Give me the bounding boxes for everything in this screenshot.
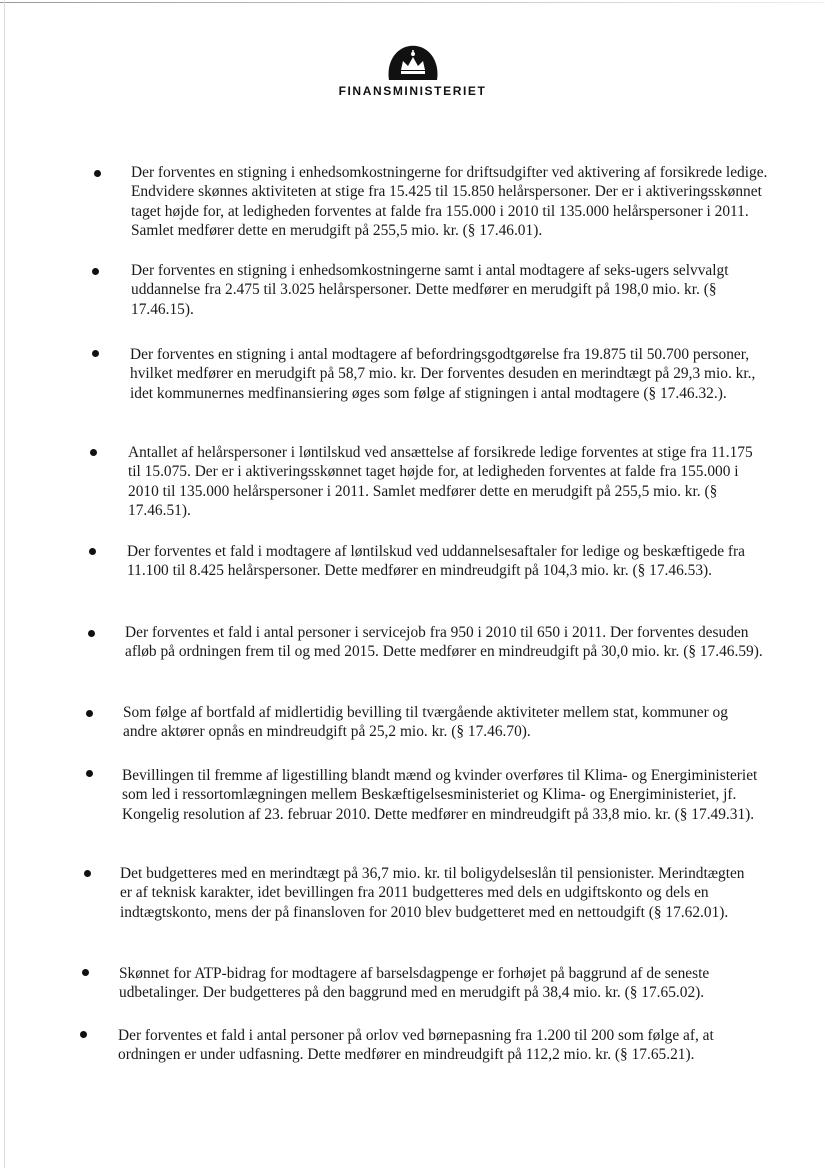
bullet-icon (86, 710, 93, 717)
bullet-icon (84, 870, 91, 877)
list-item-text: Som følge af bortfald af midlertidig bevilling til tværgående aktiviteter mellem stat, kommuner og andre aktører opnås en mindreudgift på 25,2 mio. kr. (§ 17.46.70). (123, 704, 728, 741)
ministry-name: FINANSMINISTERIET (338, 84, 487, 98)
bullet-icon (92, 268, 99, 275)
bullet-icon (89, 548, 96, 555)
list-item (122, 766, 762, 824)
list-item (131, 261, 771, 319)
bullet-icon (88, 630, 95, 637)
list-item (130, 345, 770, 403)
list-item (118, 1026, 758, 1065)
bullet-icon (90, 449, 97, 456)
list-item (128, 443, 768, 520)
list-item-text: Der forventes en stigning i enhedsomkostningerne for driftsudgifter ved aktivering af forsikrede ledige. Endvidere skønnes aktiviteten at stige fra 15.425 til 15.850 helårspersoner. Der er i aktiveringsskønnet taget højde for, at ledigheden forventes at falde fra 155.000 i 2010 til 135.000 helårspersoner i 2011. Samlet medfører dette en merudgift på 255,5 mio. kr. (§ 17.46.01). (131, 164, 768, 239)
list-item-text: Skønnet for ATP-bidrag for modtagere af barselsdagpenge er forhøjet på baggrund af de seneste udbetalinger. Der budgetteres på den baggrund med en merudgift på 38,4 mio. kr. (§ 17.65.02). (119, 965, 710, 1002)
list-item-text: Der forventes et fald i antal personer i servicejob fra 950 i 2010 til 650 i 2011. Der forventes desuden afløb på ordningen frem til og med 2015. Dette medfører en mindreudgift på 30,0 mio. kr. (§ 17.46.59). (125, 624, 763, 661)
bullet-icon (94, 170, 101, 177)
list-item-text: Der forventes en stigning i enhedsomkostningerne samt i antal modtagere af seks-ugers selvvalgt uddannelse fra 2.475 til 3.025 helårspersoner. Dette medfører en merudgift på 198,0 mio. kr. (§ 17.46.15). (131, 262, 729, 318)
list-item (131, 163, 771, 240)
list-item-text: Det budgetteres med en merindtægt på 36,7 mio. kr. til boligydelseslån til pensionister. Merindtægten er af teknisk karakter, idet bevillingen fra 2011 budgetteres med dels en udgiftskonto og dels en indtægtskonto, mens der på finansloven for 2010 blev budgetteret med en nettoudgift (§ 17.62.01). (120, 865, 745, 921)
list-item (120, 864, 760, 922)
bullet-icon (80, 1031, 87, 1038)
list-item (119, 964, 759, 1003)
list-item (125, 623, 765, 662)
list-item-text: Bevillingen til fremme af ligestilling blandt mænd og kvinder overføres til Klima- og Energiministeriet som led i ressortomlægningen mellem Beskæftigelsesministeriet og Klima- og Energiministeriet, jf. Kongelig resolution af 23. februar 2010. Dette medfører en mindreudgift på 33,8 mio. kr. (§ 17.49.31). (122, 767, 758, 823)
list-item (123, 703, 763, 742)
list-item-text: Der forventes et fald i modtagere af løntilskud ved uddannelsesaftaler for ledige og beskæftigede fra 11.100 til 8.425 helårspersoner. Dette medfører en mindreudgift på 104,3 mio. kr. (§ 17.46.53). (127, 543, 745, 580)
bullet-icon (82, 969, 89, 976)
bullet-icon (92, 350, 99, 357)
list-item (127, 542, 767, 581)
bullet-icon (86, 770, 93, 777)
list-item-text: Der forventes et fald i antal personer på orlov ved børnepasning fra 1.200 til 200 som følge af, at ordningen er under udfasning. Dette medfører en mindreudgift på 112,2 mio. kr. (§ 17.65.21). (118, 1027, 714, 1064)
list-item-text: Antallet af helårspersoner i løntilskud ved ansættelse af forsikrede ledige forventes at stige fra 11.175 til 15.075. Der er i aktiveringsskønnet taget højde for, at ledigheden forventes at falde fra 155.000 i 2010 til 135.000 helårspersoner i 2011. Samlet medfører dette en merudgift på 255,5 mio. kr. (§ 17.46.51). (128, 444, 753, 519)
list-item-text: Der forventes en stigning i antal modtagere af befordringsgodtgørelse fra 19.875 til 50.700 personer, hvilket medfører en merudgift på 58,7 mio. kr. Der forventes desuden en merindtægt på 29,3 mio. kr., idet kommunernes medfinansiering øges som følge af stigningen i antal modtagere (§ 17.46.32.). (130, 346, 756, 402)
